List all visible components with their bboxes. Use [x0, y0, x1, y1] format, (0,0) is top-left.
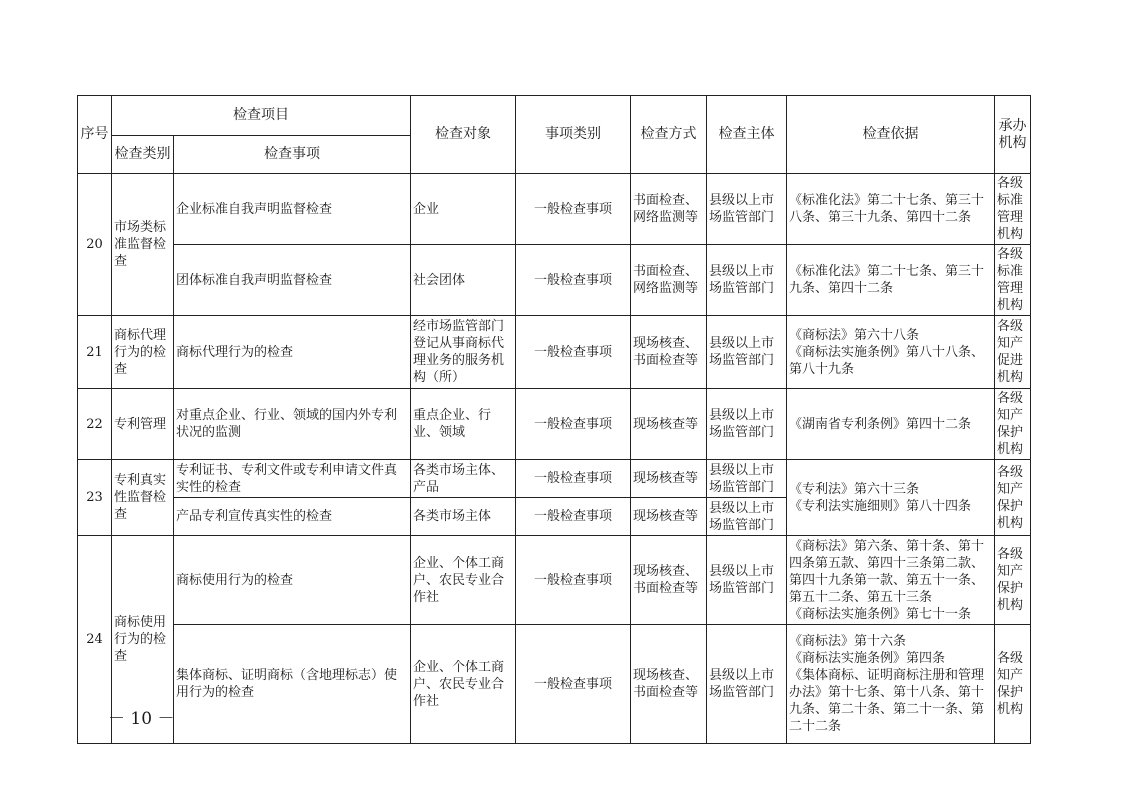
row-category: 市场类标准监督检查: [112, 174, 174, 316]
row-subject: 县级以上市场监管部门: [707, 625, 787, 744]
row-agency: 各级标准管理机构: [995, 174, 1031, 245]
row-agency: 各级知产促进机构: [995, 316, 1031, 389]
row-method: 现场核查等: [631, 460, 707, 498]
row-matter: 商标使用行为的检查: [174, 536, 411, 625]
row-agency: 各级标准管理机构: [995, 245, 1031, 316]
row-subject: 县级以上市场监管部门: [707, 245, 787, 316]
row-object: 各类市场主体: [411, 498, 516, 536]
table-row: [78, 174, 1031, 245]
row-method: 现场核查等: [631, 498, 707, 536]
row-matter: 对重点企业、行业、领域的国内外专利状况的监测: [174, 389, 411, 460]
table-row: [78, 460, 1031, 498]
row-matter: 专利证书、专利文件或专利申请文件真实性的检查: [174, 460, 411, 498]
row-category: 商标使用行为的检查: [112, 536, 174, 744]
header-method: 检查方式: [631, 96, 707, 174]
row-method: 现场核查、书面检查等: [631, 536, 707, 625]
row-object: 企业、个体工商户、农民专业合作社: [411, 536, 516, 625]
basis-line: 《标准化法》第二十七条、第三十八条、第三十九条、第四十二条: [789, 193, 985, 225]
inspection-table: [77, 95, 1031, 744]
header-agency: 承办机构: [995, 96, 1031, 174]
row-subject: 县级以上市场监管部门: [707, 460, 787, 498]
row-basis: [787, 536, 995, 625]
table-row: [78, 245, 1031, 316]
basis-line: 《商标法》第十六条: [789, 634, 907, 649]
row-basis: [787, 174, 995, 245]
row-method: 现场核查、书面检查等: [631, 625, 707, 744]
basis-line: 《商标法》第六十八条: [789, 327, 920, 343]
row-method: 书面检查、网络监测等: [631, 245, 707, 316]
row-type: 一般检查事项: [516, 316, 631, 389]
row-type: 一般检查事项: [516, 536, 631, 625]
table-row: [78, 389, 1031, 460]
row-object: 社会团体: [411, 245, 516, 316]
header-seq: 序号: [78, 96, 112, 174]
row-object: 企业: [411, 174, 516, 245]
basis-line: 《湖南省专利条例》第四十二条: [789, 416, 972, 432]
row-method: 书面检查、网络监测等: [631, 174, 707, 245]
row-type: 一般检查事项: [516, 498, 631, 536]
row-agency: 各级知产保护机构: [995, 625, 1031, 744]
row-subject: 县级以上市场监管部门: [707, 316, 787, 389]
row-object: 经市场监管部门登记从事商标代理业务的服务机构（所）: [411, 316, 516, 389]
row-category: 专利真实性监督检查: [112, 460, 174, 536]
row-method: 现场核查、书面检查等: [631, 316, 707, 389]
row-category: 商标代理行为的检查: [112, 316, 174, 389]
row-subject: 县级以上市场监管部门: [707, 174, 787, 245]
header-object: 检查对象: [411, 96, 516, 174]
table-row: [78, 536, 1031, 625]
table-row: [78, 625, 1031, 744]
row-basis: [787, 625, 995, 744]
row-agency: 各级知产保护机构: [995, 536, 1031, 625]
row-seq: 22: [78, 389, 112, 460]
row-type: 一般检查事项: [516, 245, 631, 316]
row-seq: 21: [78, 316, 112, 389]
row-type: 一般检查事项: [516, 389, 631, 460]
row-subject: 县级以上市场监管部门: [707, 498, 787, 536]
row-agency: 各级知产保护机构: [995, 460, 1031, 536]
row-subject: 县级以上市场监管部门: [707, 389, 787, 460]
row-object: 企业、个体工商户、农民专业合作社: [411, 625, 516, 744]
header-category: 检查类别: [112, 136, 174, 174]
row-object: 重点企业、行业、领域: [411, 389, 516, 460]
row-type: 一般检查事项: [516, 625, 631, 744]
row-matter: 企业标准自我声明监督检查: [174, 174, 411, 245]
page-number: － 10 －: [108, 709, 175, 729]
row-seq: 23: [78, 460, 112, 536]
basis-line: 《商标法实施条例》第七十一条: [789, 606, 972, 622]
row-basis: [787, 245, 995, 316]
header-item: 检查项目: [112, 96, 411, 136]
basis-line: 《商标法》第六条、第十条、第十四条第五款、第四十三条第二款、第四十九条第一款、第五十一条、第五十二条、第五十三条: [789, 538, 985, 605]
row-matter: 集体商标、证明商标（含地理标志）使用行为的检查: [174, 625, 411, 744]
row-seq: 24: [78, 536, 112, 744]
header-basis: 检查依据: [787, 96, 995, 174]
basis-line: 《商标法实施条例》第八十八条、第八十九条: [789, 344, 985, 377]
row-matter: 商标代理行为的检查: [174, 316, 411, 389]
header-matter: 检查事项: [174, 136, 411, 174]
row-subject: 县级以上市场监管部门: [707, 536, 787, 625]
row-type: 一般检查事项: [516, 460, 631, 498]
basis-line: 《集体商标、证明商标注册和管理办法》第十七条、第十八条、第十九条、第二十条、第二十一条、第二十二条: [789, 668, 985, 734]
basis-line: 《商标法实施条例》第四条: [789, 651, 946, 666]
row-object: 各类市场主体、产品: [411, 460, 516, 498]
row-matter: 团体标准自我声明监督检查: [174, 245, 411, 316]
row-type: 一般检查事项: [516, 174, 631, 245]
table-row: [78, 316, 1031, 389]
row-basis: [787, 316, 995, 389]
row-category: 专利管理: [112, 389, 174, 460]
basis-line: 《标准化法》第二十七条、第三十九条、第四十二条: [789, 264, 985, 296]
basis-line: 《专利法实施细则》第八十四条: [789, 498, 972, 514]
row-seq: 20: [78, 174, 112, 316]
row-basis: [787, 389, 995, 460]
header-matter-type: 事项类别: [516, 96, 631, 174]
basis-line: 《专利法》第六十三条: [789, 481, 920, 497]
header-subject: 检查主体: [707, 96, 787, 174]
row-method: 现场核查等: [631, 389, 707, 460]
row-agency: 各级知产保护机构: [995, 389, 1031, 460]
row-matter: 产品专利宣传真实性的检查: [174, 498, 411, 536]
row-basis: [787, 460, 995, 536]
